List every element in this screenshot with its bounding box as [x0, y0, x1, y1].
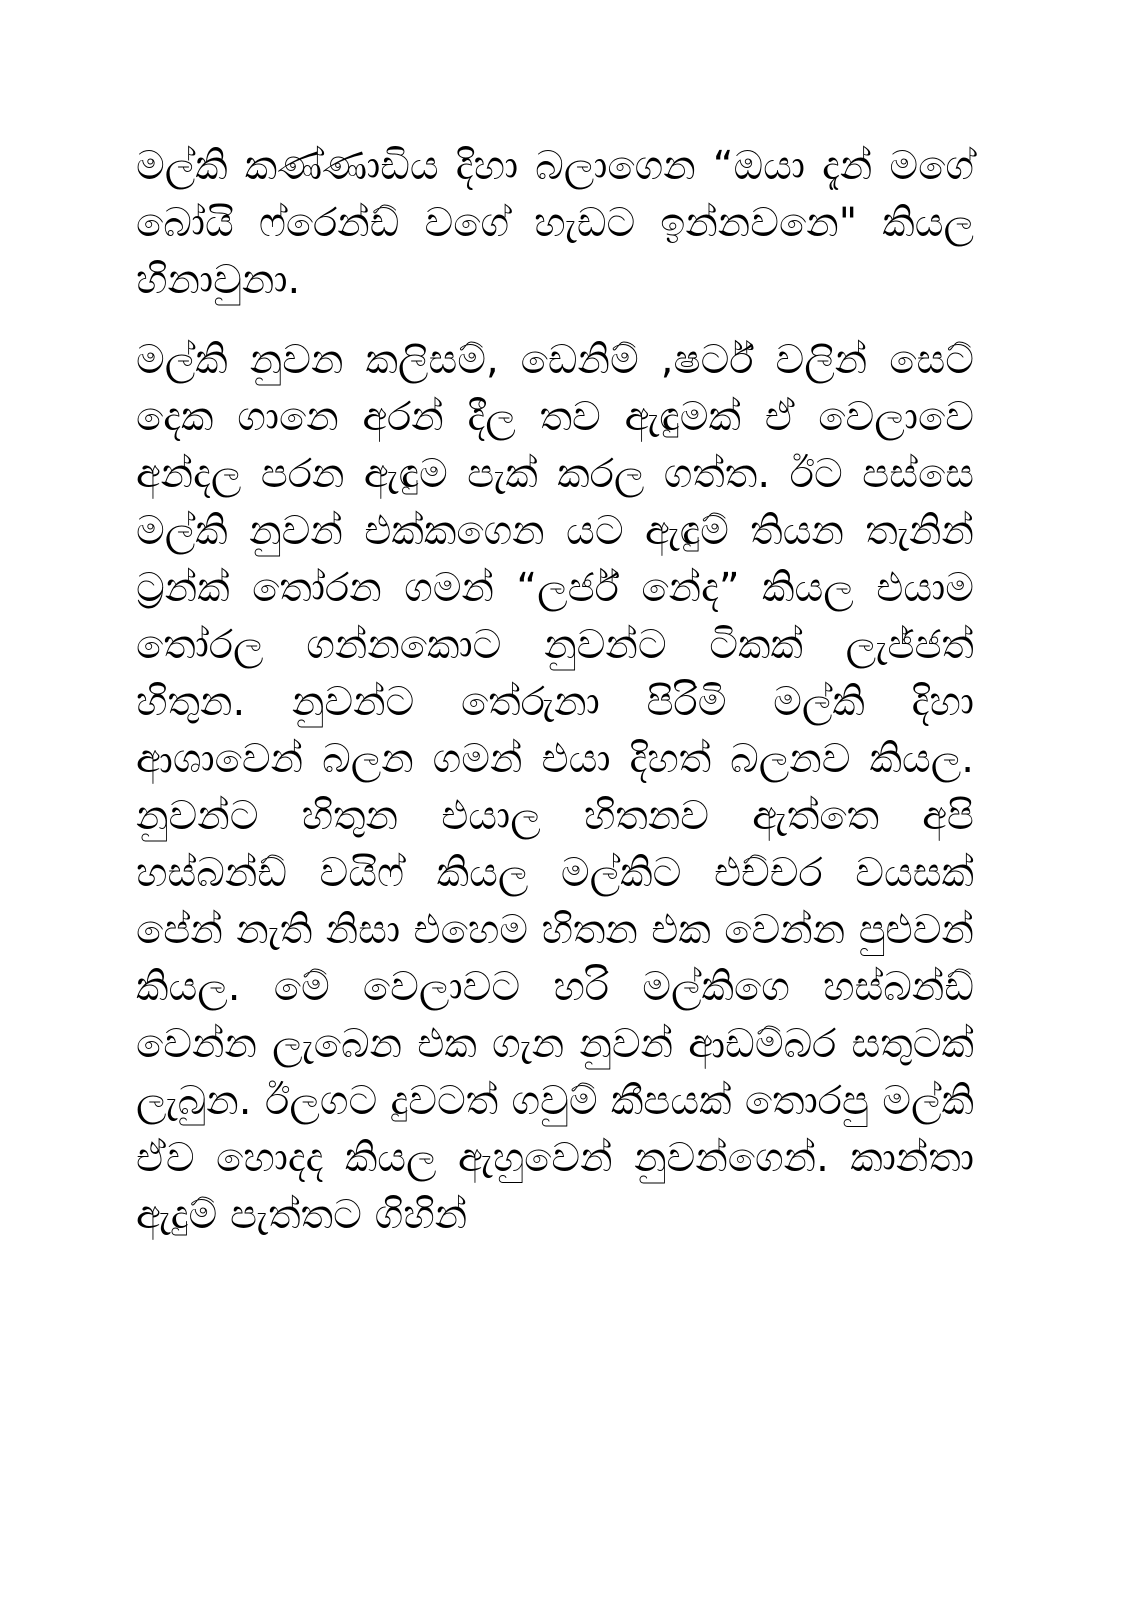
paragraph-2: මල්කි නුවන කලිසම්, ඩෙනිම් ,ෂර්ට් වලින් සෙට් දෙක ගානෙ අරන් දීල තව ඇඳුමක් ඒ වෙලාවෙ අන්දල පරන ඇඳුම පැක් කරල ගත්ත. ඊට පස්සෙ මල්කි නුවන් එක්කගෙන යට ඇඳුම් තියන තැනින් ට්‍රන්ක් තෝරන ගමන් “ලර්ජ් නේද” කියල එයාම තෝරල ගන්නකොට නුවන්ට ටිකක් ලැජ්ජත් හිතුන. නුවන්ට තේරුනා පිරිමි මල්කි දිහා ආශාවෙන් බලන ගමන් එයා දිහත් බලනව කියල. නුවන්ට හිතුන එයාල හිතනව ඇත්තෙ අපි හස්බන්ඩ් වයිෆ් කියල මල්කිට එච්චර වයසක් පේන් නැති නිසා එහෙම හිතන එක වෙන්න පුළුවන් කියල. මේ වෙලාවට හරි මල්කිගෙ හස්බන්ඩ් වෙන්න ලැබෙන එක ගැන නුවන් ආඩම්බර සතුටක් ලැබුන. ඊලගට දුවටත් ගවුම් කීපයක් තොරපු මල්කි ඒව හොදද කියල ඇහුවෙන් නුවන්ගෙන්. කාන්තා ඇදුම් පැත්තට ගිහින් — [136, 337, 974, 1238]
paragraph-1: මල්කි කණ්ණාඩිය දිහා බලාගෙන “ඔයා දැන් මගේ බෝයි ෆ්රෙන්ඩ් වගේ හැඩට ඉන්නවනෙ" කියල හිනාවුනා. — [136, 143, 974, 303]
